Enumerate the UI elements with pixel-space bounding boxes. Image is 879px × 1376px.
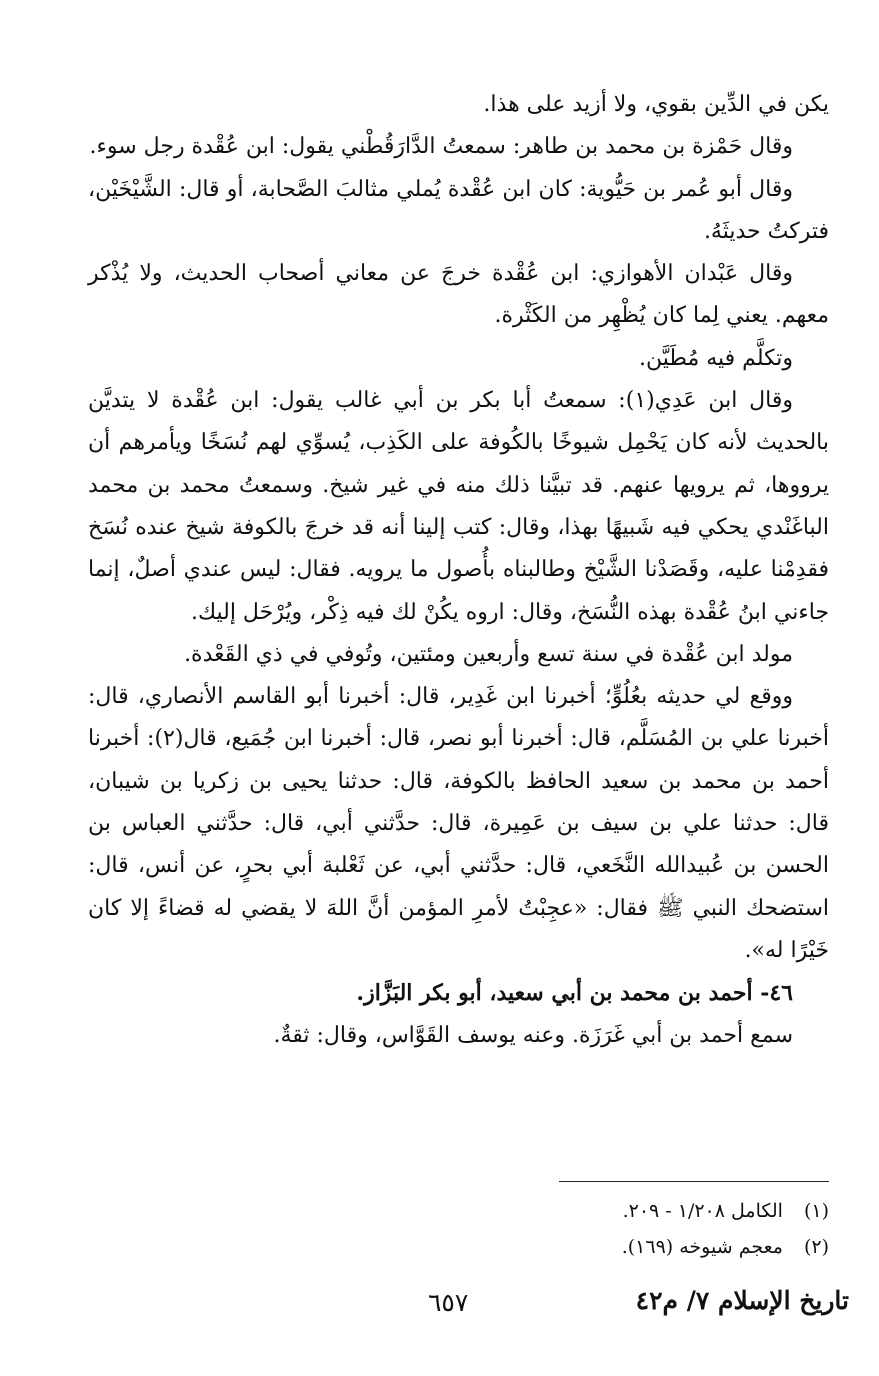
paragraph-4: وقال عَبْدان الأهوازي: ابن عُقْدة خرجَ عن معاني أصحاب الحديث، ولا يُذْكر معهم. يعني لِما كان يُظْهِر من الكَثْرة. [88, 261, 829, 329]
page-footer [88, 1286, 849, 1326]
footnote-2 [88, 1229, 829, 1265]
page-number: ٦٥٧ [428, 1288, 469, 1317]
running-title: تاريخ الإسلام ٧/ م٤٢ [635, 1286, 849, 1315]
footnotes [88, 1193, 829, 1265]
paragraph-5: وتكلَّم فيه مُطَيَّن. [639, 345, 793, 371]
paragraph-3: وقال أبو عُمر بن حَيُّوية: كان ابن عُقْدة يُملي مثالبَ الصَّحابة، أو قال: الشَّيْخَيْن، فتركتُ حديثَهُ. [88, 176, 829, 244]
main-text [88, 84, 829, 1057]
footnote-2-text: معجم شيوخه (١٦٩). [621, 1236, 783, 1258]
paragraph-7: مولد ابن عُقْدة في سنة تسع وأربعين ومئتين، وتُوفي في ذي القَعْدة. [184, 641, 793, 667]
footnote-2-number: (٢) [803, 1236, 829, 1258]
footnote-divider [559, 1181, 829, 1182]
paragraph-10: سمع أحمد بن أبي غَرَزَة. وعنه يوسف القَوَّاس، وقال: ثقةٌ. [273, 1022, 793, 1048]
footnote-1 [88, 1193, 829, 1229]
paragraph-2: وقال حَمْزة بن محمد بن طاهر: سمعتُ الدَّارَقُطْني يقول: ابن عُقْدة رجل سوء. [89, 134, 793, 160]
footnote-1-number: (١) [803, 1200, 829, 1222]
entry-heading: ٤٦- أحمد بن محمد بن أبي سعيد، أبو بكر البَزَّاز. [356, 980, 793, 1007]
paragraph-1: يكن في الدِّين بقوي، ولا أزيد على هذا. [483, 92, 829, 117]
footnote-1-text: الكامل ١/٢٠٨ - ٢٠٩. [622, 1200, 783, 1222]
paragraph-6: وقال ابن عَدِي(١): سمعتُ أبا بكر بن أبي غالب يقول: ابن عُقْدة لا يتديَّن بالحديث لأنه كان يَحْمِل شيوخًا بالكُوفة على الكَذِب، يُسوِّي لهم نُسَخًا ويأمرهم أن يرووها، ثم يرويها عنهم. قد تبيَّنا ذلك منه في غير شيخ. وسمعتُ محمد بن محمد الباغَنْدي يحكي فيه شَبيهًا بهذا، وقال: كتب إلينا أنه قد خرجَ بالكوفة شيخ عنده نُسَخ فقدِمْنا عليه، وقَصَدْنا الشَّيْخ وطالبناه بأُصول ما يرويه. فقال: ليس عندي أصلٌ، إنما جاءني ابنُ عُقْدة بهذه النُّسَخ، وقال: اروه يكُنْ لك فيه ذِكْر، ويُرْحَل إليك. [88, 388, 829, 625]
paragraph-8: ووقع لي حديثه بعُلُوٍّ؛ أخبرنا ابن غَدِير، قال: أخبرنا أبو القاسم الأنصاري، قال: أخبرنا علي بن المُسَلَّم، قال: أخبرنا أبو نصر، قال: أخبرنا ابن جُمَيع، قال(٢): أخبرنا أحمد بن محمد بن سعيد الحافظ بالكوفة، قال: حدثنا يحيى بن زكريا بن شيبان، قال: حدثنا علي بن سيف بن عَمِيرة، قال: حدَّثني أبي، قال: حدَّثني العباس بن الحسن بن عُبيدالله النَّخَعي، قال: حدَّثني أبي، عن ثَعْلبة أبي بحرٍ، عن أنس، قال: استضحك النبي ﷺ فقال: «عجِبْتُ لأمرِ المؤمن أنَّ اللهَ لا يقضي له قضاءً إلا كان خَيْرًا له». [88, 684, 829, 963]
